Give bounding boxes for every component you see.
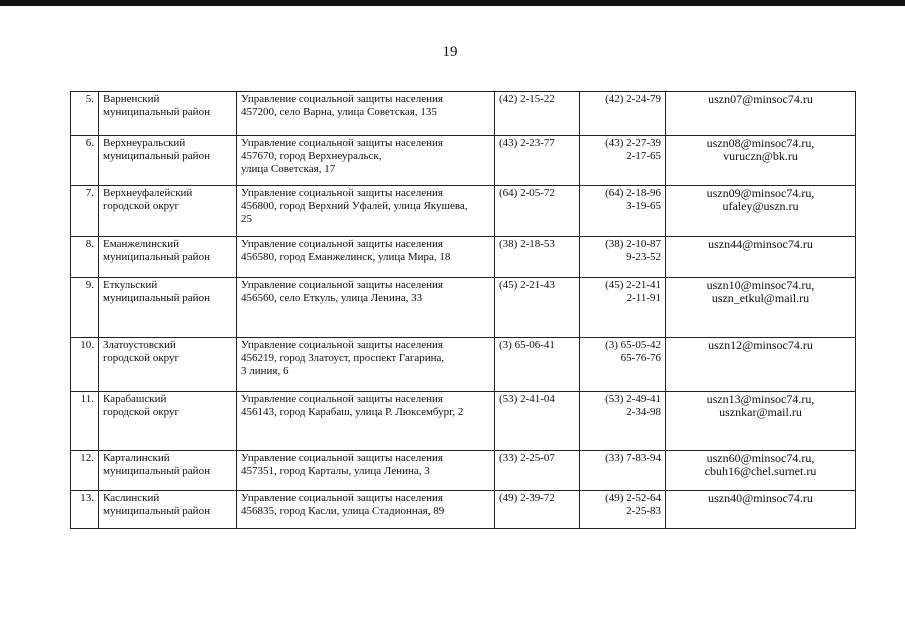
district-name: Верхнеуфалейский [103, 187, 193, 199]
phone-number: (49) 2-39-72 [499, 492, 555, 504]
address-cell [237, 451, 495, 491]
phone-number: 2-11-91 [626, 292, 661, 304]
address-line: 457670, город Верхнеуральск, [241, 150, 382, 162]
district-name: муниципальный район [103, 505, 210, 517]
phone-number: (49) 2-52-64 [605, 492, 661, 504]
fax-phone-cell [580, 186, 666, 237]
district-cell [99, 237, 237, 278]
email-address: cbuh16@chel.surnet.ru [704, 464, 817, 478]
table-row [71, 237, 856, 278]
address-cell [237, 237, 495, 278]
address-cell [237, 338, 495, 392]
address-line: Управление социальной защиты населения [241, 452, 443, 464]
fax-phone-cell [580, 392, 666, 451]
address-line: 456800, город Верхний Уфалей, улица Якушева, [241, 200, 468, 212]
phone-number: (43) 2-27-39 [605, 137, 661, 149]
email-cell [666, 338, 856, 392]
email-address: uszn07@minsoc74.ru [708, 92, 813, 106]
table-row [71, 451, 856, 491]
address-line: Управление социальной защиты населения [241, 187, 443, 199]
email-cell [666, 491, 856, 529]
phone-number: 3-19-65 [626, 200, 661, 212]
email-cell [666, 278, 856, 338]
address-line: 457351, город Карталы, улица Ленина, 3 [241, 465, 430, 477]
email-cell [666, 392, 856, 451]
email-cell [666, 451, 856, 491]
email-cell [666, 136, 856, 186]
email-address: uszn60@minsoc74.ru, [706, 451, 815, 465]
district-cell [99, 136, 237, 186]
email-address: uszn08@minsoc74.ru, [706, 136, 815, 150]
address-cell [237, 278, 495, 338]
email-address: uszn13@minsoc74.ru, [706, 392, 815, 406]
email-address: vuruczn@bk.ru [723, 149, 798, 163]
phone-cell [495, 451, 580, 491]
address-cell [237, 186, 495, 237]
district-name: Верхнеуральский [103, 137, 186, 149]
phone-number: (42) 2-15-22 [499, 93, 555, 105]
row-number: 13. [71, 491, 99, 529]
email-address: ufaley@uszn.ru [722, 199, 799, 213]
email-address: usznkar@mail.ru [719, 405, 802, 419]
row-number: 12. [71, 451, 99, 491]
phone-cell [495, 92, 580, 136]
phone-number: (53) 2-49-41 [605, 393, 661, 405]
phone-number: (33) 2-25-07 [499, 452, 555, 464]
district-name: муниципальный район [103, 251, 210, 263]
phone-number: 2-25-83 [626, 505, 661, 517]
phone-number: 2-34-98 [626, 406, 661, 418]
phone-cell [495, 136, 580, 186]
address-line: 3 линия, 6 [241, 365, 289, 377]
phone-number: (43) 2-23-77 [499, 137, 555, 149]
row-number: 7. [71, 186, 99, 237]
row-number: 11. [71, 392, 99, 451]
email-address: uszn12@minsoc74.ru [708, 338, 813, 352]
phone-cell [495, 491, 580, 529]
district-name: Варненский [103, 93, 160, 105]
phone-number: (3) 65-06-41 [499, 339, 555, 351]
row-number: 10. [71, 338, 99, 392]
phone-cell [495, 237, 580, 278]
phone-number: (45) 2-21-41 [605, 279, 661, 291]
fax-phone-cell [580, 338, 666, 392]
district-name: Еманжелинский [103, 238, 179, 250]
email-address: uszn09@minsoc74.ru, [706, 186, 815, 200]
address-line: Управление социальной защиты населения [241, 393, 443, 405]
phone-cell [495, 186, 580, 237]
fax-phone-cell [580, 491, 666, 529]
address-line: Управление социальной защиты населения [241, 137, 443, 149]
phone-number: 2-17-65 [626, 150, 661, 162]
phone-number: (64) 2-18-96 [605, 187, 661, 199]
email-address: uszn44@minsoc74.ru [708, 237, 813, 251]
address-line: 456560, село Еткуль, улица Ленина, 33 [241, 292, 423, 304]
district-cell [99, 338, 237, 392]
table-row [71, 278, 856, 338]
row-number: 8. [71, 237, 99, 278]
address-line: 456835, город Касли, улица Стадионная, 89 [241, 505, 445, 517]
social-protection-offices-table [70, 91, 856, 529]
fax-phone-cell [580, 237, 666, 278]
address-cell [237, 392, 495, 451]
district-cell [99, 92, 237, 136]
district-name: Каслинский [103, 492, 160, 504]
row-number: 6. [71, 136, 99, 186]
email-address: uszn10@minsoc74.ru, [706, 278, 815, 292]
address-line: 25 [241, 213, 252, 225]
fax-phone-cell [580, 451, 666, 491]
district-name: городской округ [103, 406, 180, 418]
phone-number: (64) 2-05-72 [499, 187, 555, 199]
district-name: Еткульский [103, 279, 158, 291]
address-line: 456580, город Еманжелинск, улица Мира, 18 [241, 251, 451, 263]
phone-cell [495, 392, 580, 451]
district-cell [99, 392, 237, 451]
fax-phone-cell [580, 136, 666, 186]
top-border-rule [0, 0, 905, 6]
page-number: 19 [442, 44, 458, 60]
district-name: Карталинский [103, 452, 170, 464]
district-name: муниципальный район [103, 150, 210, 162]
address-cell [237, 491, 495, 529]
district-name: муниципальный район [103, 292, 210, 304]
address-line: Управление социальной защиты населения [241, 93, 443, 105]
phone-number: (53) 2-41-04 [499, 393, 555, 405]
phone-cell [495, 338, 580, 392]
email-cell [666, 92, 856, 136]
table-row [71, 92, 856, 136]
district-name: Карабашский [103, 393, 167, 405]
table-row [71, 186, 856, 237]
district-cell [99, 491, 237, 529]
district-name: городской округ [103, 200, 180, 212]
address-line: Управление социальной защиты населения [241, 238, 443, 250]
row-number: 5. [71, 92, 99, 136]
district-name: муниципальный район [103, 106, 210, 118]
email-address: uszn40@minsoc74.ru [708, 491, 813, 505]
address-line: Управление социальной защиты населения [241, 279, 443, 291]
table-row [71, 392, 856, 451]
table-row [71, 136, 856, 186]
district-name: городской округ [103, 352, 180, 364]
table-row [71, 338, 856, 392]
fax-phone-cell [580, 92, 666, 136]
phone-number: 9-23-52 [626, 251, 661, 263]
phone-number: (45) 2-21-43 [499, 279, 555, 291]
address-line: 456219, город Златоуст, проспект Гагарина, [241, 352, 445, 364]
email-cell [666, 237, 856, 278]
address-line: 457200, село Варна, улица Советская, 135 [241, 106, 437, 118]
address-line: Управление социальной защиты населения [241, 492, 443, 504]
phone-number: (42) 2-24-79 [605, 93, 661, 105]
address-line: 456143, город Карабаш, улица Р. Люксембург, 2 [241, 406, 464, 418]
address-line: Управление социальной защиты населения [241, 339, 443, 351]
phone-number: (3) 65-05-42 [605, 339, 661, 351]
phone-number: (33) 7-83-94 [605, 452, 661, 464]
district-cell [99, 278, 237, 338]
district-name: муниципальный район [103, 465, 210, 477]
phone-number: 65-76-76 [620, 352, 661, 364]
email-address: uszn_etkul@mail.ru [711, 291, 810, 305]
email-cell [666, 186, 856, 237]
phone-number: (38) 2-10-87 [605, 238, 661, 250]
address-line: улица Советская, 17 [241, 163, 336, 175]
address-cell [237, 136, 495, 186]
row-number: 9. [71, 278, 99, 338]
district-name: Златоустовский [103, 339, 176, 351]
table-row [71, 491, 856, 529]
phone-cell [495, 278, 580, 338]
phone-number: (38) 2-18-53 [499, 238, 555, 250]
district-cell [99, 186, 237, 237]
district-cell [99, 451, 237, 491]
fax-phone-cell [580, 278, 666, 338]
address-cell [237, 92, 495, 136]
